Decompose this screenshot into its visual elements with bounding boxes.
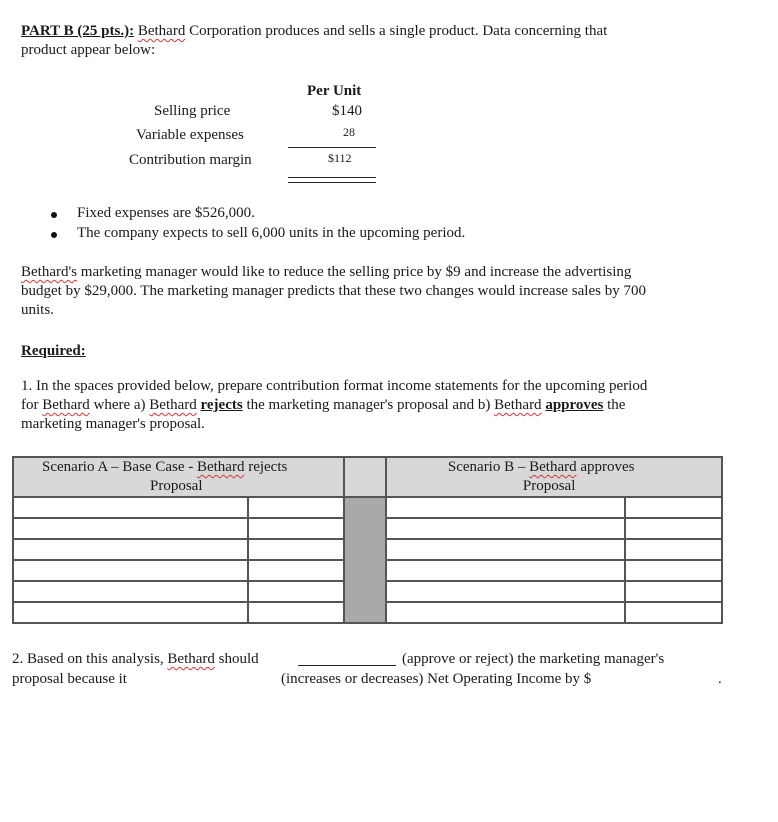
subtotal-rule — [288, 147, 376, 148]
scenario-table — [12, 456, 723, 624]
question-2-line-2: proposal because it — [12, 671, 127, 687]
scenario-a-label-cell[interactable] — [13, 497, 248, 518]
approves-keyword: approves — [545, 397, 604, 413]
q2-text: should — [214, 651, 259, 667]
company-name: Bethard — [149, 397, 197, 413]
scenario-b-label-cell[interactable] — [386, 518, 625, 539]
scenario-b-label-cell[interactable] — [386, 560, 625, 581]
company-name: Bethard — [167, 651, 215, 667]
scenario-a-label-cell[interactable] — [13, 581, 248, 602]
variable-expenses-value: 28 — [343, 125, 355, 139]
scenario-header-row — [13, 457, 722, 497]
scenario-b-amount-cell[interactable] — [625, 497, 722, 518]
scenario-b-text: Scenario B – — [447, 459, 530, 475]
question-1-line-2 — [21, 397, 625, 414]
scenario-a-amount-cell[interactable] — [248, 497, 344, 518]
units-bullet: The company expects to sell 6,000 units in the upcoming period. — [77, 225, 466, 241]
scenario-b-amount-cell[interactable] — [625, 539, 722, 560]
manager-line-3: units. — [21, 302, 54, 318]
manager-line-2: budget by $29,000. The marketing manager predicts that these two changes would increase sales by 700 — [21, 283, 646, 299]
manager-text: marketing manager would like to reduce the selling price by $9 and increase the advertising — [77, 264, 632, 280]
table-row — [13, 497, 722, 518]
rejects-keyword: rejects — [200, 397, 243, 413]
per-unit-header: Per Unit — [307, 83, 362, 99]
question-1-line-3: marketing manager's proposal. — [21, 416, 205, 432]
q2-text: 2. Based on this analysis, — [12, 651, 168, 667]
total-rule-top — [288, 177, 376, 178]
scenario-b-label-cell[interactable] — [386, 539, 625, 560]
company-name: Bethard — [529, 459, 577, 475]
scenario-a-text: Scenario A – Base Case - — [42, 459, 197, 475]
bullet-icon — [51, 232, 57, 238]
scenario-b-line-2: Proposal — [522, 478, 576, 494]
scenario-a-amount-cell[interactable] — [248, 560, 344, 581]
scenario-a-label-cell[interactable] — [13, 539, 248, 560]
approve-reject-blank[interactable] — [298, 665, 396, 666]
scenario-b-amount-cell[interactable] — [625, 518, 722, 539]
company-name: Bethard — [196, 459, 245, 475]
question-2-end-period: . — [718, 671, 722, 687]
intro-line-1 — [21, 23, 607, 40]
divider-header-cell — [344, 457, 386, 497]
scenario-a-amount-cell[interactable] — [248, 518, 344, 539]
scenario-b-amount-cell[interactable] — [625, 581, 722, 602]
scenario-a-line-2: Proposal — [150, 478, 203, 494]
scenario-b-amount-cell[interactable] — [625, 560, 722, 581]
q1-text: where a) — [89, 397, 150, 413]
question-1-line-1: 1. In the spaces provided below, prepare contribution format income statements for the upcoming period — [21, 378, 648, 394]
part-label: PART B (25 pts.): — [21, 23, 135, 39]
bullet-icon — [51, 212, 57, 218]
scenario-a-text: rejects — [244, 459, 288, 475]
scenario-b-label-cell[interactable] — [386, 497, 625, 518]
scenario-b-header — [386, 457, 722, 497]
question-2-line-1-end: (approve or reject) the marketing manager's — [402, 651, 665, 667]
question-2-line-1 — [12, 651, 259, 668]
total-rule-bottom — [288, 182, 376, 183]
divider-column — [344, 497, 386, 623]
scenario-b-label-cell[interactable] — [386, 602, 625, 623]
variable-expenses-label: Variable expenses — [136, 127, 244, 143]
scenario-a-amount-cell[interactable] — [248, 602, 344, 623]
fixed-expenses-bullet: Fixed expenses are $526,000. — [77, 205, 255, 221]
scenario-a-header — [13, 457, 344, 497]
selling-price-label: Selling price — [154, 103, 231, 119]
scenario-b-label-cell[interactable] — [386, 581, 625, 602]
contribution-margin-label: Contribution margin — [129, 152, 252, 168]
scenario-a-label-cell[interactable] — [13, 518, 248, 539]
selling-price-value: $140 — [332, 103, 362, 119]
required-heading: Required: — [21, 343, 86, 359]
q1-text: the — [603, 397, 626, 413]
scenario-b-text: approves — [576, 459, 635, 475]
q1-text: the marketing manager's proposal and b) — [242, 397, 495, 413]
scenario-a-amount-cell[interactable] — [248, 581, 344, 602]
company-name: Bethard — [137, 23, 186, 39]
contribution-margin-value: $112 — [328, 151, 352, 165]
scenario-a-label-cell[interactable] — [13, 602, 248, 623]
scenario-a-amount-cell[interactable] — [248, 539, 344, 560]
intro-line-2: product appear below: — [21, 42, 156, 58]
intro-text: Corporation produces and sells a single product. Data concerning that — [185, 23, 608, 39]
company-name: Bethard — [494, 397, 542, 413]
scenario-a-label-cell[interactable] — [13, 560, 248, 581]
company-name: Bethard — [42, 397, 90, 413]
question-2-line-2-mid: (increases or decreases) Net Operating Income by $ — [281, 671, 592, 687]
q1-text: for — [21, 397, 43, 413]
manager-line-1 — [21, 264, 631, 281]
scenario-b-amount-cell[interactable] — [625, 602, 722, 623]
company-name: Bethard's — [21, 264, 78, 280]
